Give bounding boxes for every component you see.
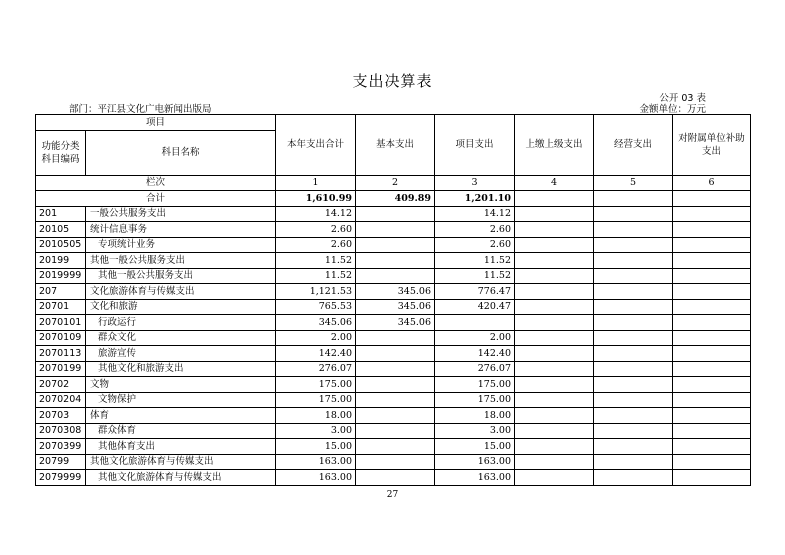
row-value <box>673 439 751 455</box>
row-value: 175.00 <box>435 377 515 393</box>
row-value: 2.60 <box>276 237 356 253</box>
table-row <box>36 346 751 362</box>
row-value: 163.00 <box>276 470 356 486</box>
row-name: 统计信息事务 <box>86 222 276 238</box>
row-value: 345.06 <box>276 315 356 331</box>
row-value <box>515 330 594 346</box>
total-row <box>36 191 751 207</box>
row-value: 163.00 <box>435 470 515 486</box>
row-value <box>515 253 594 269</box>
index-num: 5 <box>594 175 673 191</box>
row-name: 文化旅游体育与传媒支出 <box>86 284 276 300</box>
row-value <box>515 299 594 315</box>
row-code: 2070113 <box>36 346 86 362</box>
header-item: 项目 <box>36 115 276 131</box>
row-name: 群众体育 <box>86 423 276 439</box>
row-name: 其他文化和旅游支出 <box>86 361 276 377</box>
row-name: 其他一般公共服务支出 <box>86 268 276 284</box>
row-value: 765.53 <box>276 299 356 315</box>
total-label: 合计 <box>36 191 276 207</box>
table-row <box>36 454 751 470</box>
index-num: 4 <box>515 175 594 191</box>
row-value <box>594 222 673 238</box>
row-value: 14.12 <box>435 206 515 222</box>
index-num: 2 <box>356 175 435 191</box>
row-value: 18.00 <box>276 408 356 424</box>
row-value <box>515 423 594 439</box>
header-col-4: 上缴上级支出 <box>515 115 594 176</box>
row-value <box>594 268 673 284</box>
table-row <box>36 377 751 393</box>
row-value <box>356 408 435 424</box>
row-value: 11.52 <box>276 268 356 284</box>
row-value <box>594 206 673 222</box>
row-value <box>515 470 594 486</box>
row-value <box>673 268 751 284</box>
row-value: 163.00 <box>276 454 356 470</box>
header-name: 科目名称 <box>86 130 276 175</box>
total-value <box>594 191 673 207</box>
row-value <box>673 423 751 439</box>
row-value <box>673 346 751 362</box>
total-value: 1,201.10 <box>435 191 515 207</box>
row-code: 20703 <box>36 408 86 424</box>
row-value <box>594 237 673 253</box>
row-value: 2.60 <box>435 237 515 253</box>
report-title: 支出决算表 <box>352 72 433 90</box>
row-name: 其他文化旅游体育与传媒支出 <box>86 470 276 486</box>
table-row <box>36 315 751 331</box>
table-row <box>36 330 751 346</box>
index-label: 栏次 <box>36 175 276 191</box>
table-row <box>36 423 751 439</box>
row-value <box>515 454 594 470</box>
row-name: 旅游宣传 <box>86 346 276 362</box>
form-number: 公开 03 表 <box>659 93 706 104</box>
row-value: 3.00 <box>276 423 356 439</box>
expenditure-table <box>35 114 751 486</box>
row-value: 11.52 <box>435 253 515 269</box>
table-row <box>36 253 751 269</box>
row-value: 345.06 <box>356 315 435 331</box>
row-value: 345.06 <box>356 284 435 300</box>
table-row <box>36 237 751 253</box>
row-value: 776.47 <box>435 284 515 300</box>
row-value: 142.40 <box>435 346 515 362</box>
row-value <box>356 222 435 238</box>
row-value <box>673 470 751 486</box>
row-code: 2070399 <box>36 439 86 455</box>
row-name: 其他体育支出 <box>86 439 276 455</box>
page-number: 27 <box>386 490 399 500</box>
header-col-6: 对附属单位补助支出 <box>673 115 751 176</box>
row-value <box>673 253 751 269</box>
row-value <box>594 361 673 377</box>
index-num: 3 <box>435 175 515 191</box>
row-value <box>515 346 594 362</box>
row-name: 文物保护 <box>86 392 276 408</box>
table-row <box>36 470 751 486</box>
row-value: 15.00 <box>435 439 515 455</box>
row-value <box>356 470 435 486</box>
row-value: 2.60 <box>435 222 515 238</box>
row-value: 2.00 <box>276 330 356 346</box>
row-value <box>673 284 751 300</box>
row-value: 14.12 <box>276 206 356 222</box>
row-name: 其他一般公共服务支出 <box>86 253 276 269</box>
row-code: 20702 <box>36 377 86 393</box>
header-col-1: 本年支出合计 <box>276 115 356 176</box>
row-name: 文物 <box>86 377 276 393</box>
row-value <box>594 408 673 424</box>
row-name: 专项统计业务 <box>86 237 276 253</box>
row-value <box>356 268 435 284</box>
row-value <box>356 392 435 408</box>
row-value: 2.60 <box>276 222 356 238</box>
row-value <box>594 330 673 346</box>
row-code: 20105 <box>36 222 86 238</box>
row-value <box>515 377 594 393</box>
row-value <box>594 299 673 315</box>
row-value: 11.52 <box>276 253 356 269</box>
row-value: 345.06 <box>356 299 435 315</box>
row-value <box>356 439 435 455</box>
row-code: 2070204 <box>36 392 86 408</box>
index-num: 1 <box>276 175 356 191</box>
row-value: 175.00 <box>276 392 356 408</box>
row-value <box>594 454 673 470</box>
row-value: 18.00 <box>435 408 515 424</box>
table-row <box>36 408 751 424</box>
row-value: 175.00 <box>435 392 515 408</box>
row-name: 行政运行 <box>86 315 276 331</box>
row-value <box>673 237 751 253</box>
table-row <box>36 268 751 284</box>
row-code: 201 <box>36 206 86 222</box>
row-value <box>594 439 673 455</box>
row-value <box>515 408 594 424</box>
row-name: 体育 <box>86 408 276 424</box>
row-value <box>515 284 594 300</box>
row-value <box>594 470 673 486</box>
row-value <box>594 253 673 269</box>
row-value: 276.07 <box>276 361 356 377</box>
row-value <box>515 206 594 222</box>
row-value <box>673 315 751 331</box>
row-value: 1,121.53 <box>276 284 356 300</box>
row-value <box>673 299 751 315</box>
row-value: 11.52 <box>435 268 515 284</box>
table-row <box>36 206 751 222</box>
row-value <box>515 268 594 284</box>
row-value <box>594 377 673 393</box>
row-value: 163.00 <box>435 454 515 470</box>
row-value <box>594 423 673 439</box>
total-value <box>673 191 751 207</box>
header-code: 功能分类科目编码 <box>36 130 86 175</box>
row-value <box>356 346 435 362</box>
row-value <box>673 222 751 238</box>
row-value <box>673 206 751 222</box>
row-value <box>356 253 435 269</box>
row-code: 2079999 <box>36 470 86 486</box>
row-value <box>356 237 435 253</box>
row-code: 20701 <box>36 299 86 315</box>
table-row <box>36 392 751 408</box>
row-value: 2.00 <box>435 330 515 346</box>
row-code: 20799 <box>36 454 86 470</box>
row-value <box>594 346 673 362</box>
header-col-5: 经营支出 <box>594 115 673 176</box>
row-value <box>594 315 673 331</box>
row-code: 2019999 <box>36 268 86 284</box>
row-value <box>515 222 594 238</box>
row-value <box>673 330 751 346</box>
unit-label: 金额单位：万元 <box>639 104 706 115</box>
row-name: 文化和旅游 <box>86 299 276 315</box>
row-value <box>594 392 673 408</box>
row-value <box>515 392 594 408</box>
row-value <box>356 206 435 222</box>
row-value: 175.00 <box>276 377 356 393</box>
row-value: 142.40 <box>276 346 356 362</box>
row-code: 20199 <box>36 253 86 269</box>
row-value <box>673 361 751 377</box>
row-value <box>673 408 751 424</box>
row-name: 群众文化 <box>86 330 276 346</box>
total-value <box>515 191 594 207</box>
table-row <box>36 284 751 300</box>
row-value <box>356 454 435 470</box>
row-value <box>515 237 594 253</box>
row-value: 420.47 <box>435 299 515 315</box>
total-value: 409.89 <box>356 191 435 207</box>
row-code: 207 <box>36 284 86 300</box>
row-code: 2070308 <box>36 423 86 439</box>
row-value: 15.00 <box>276 439 356 455</box>
row-value <box>515 361 594 377</box>
department-label: 部门：平江县文化广电新闻出版局 <box>69 104 212 115</box>
row-code: 2010505 <box>36 237 86 253</box>
table-row <box>36 299 751 315</box>
row-value <box>356 377 435 393</box>
row-name: 其他文化旅游体育与传媒支出 <box>86 454 276 470</box>
row-value <box>515 315 594 331</box>
row-value <box>356 361 435 377</box>
table-row <box>36 439 751 455</box>
header-col-2: 基本支出 <box>356 115 435 176</box>
row-code: 2070199 <box>36 361 86 377</box>
row-value: 276.07 <box>435 361 515 377</box>
row-value <box>673 392 751 408</box>
index-num: 6 <box>673 175 751 191</box>
row-value: 3.00 <box>435 423 515 439</box>
row-name: 一般公共服务支出 <box>86 206 276 222</box>
row-code: 2070109 <box>36 330 86 346</box>
table-row <box>36 361 751 377</box>
total-value: 1,610.99 <box>276 191 356 207</box>
row-code: 2070101 <box>36 315 86 331</box>
header-col-3: 项目支出 <box>435 115 515 176</box>
row-value <box>673 454 751 470</box>
table-row <box>36 222 751 238</box>
row-value <box>594 284 673 300</box>
row-value <box>673 377 751 393</box>
row-value <box>356 423 435 439</box>
row-value <box>435 315 515 331</box>
index-row <box>36 175 751 191</box>
row-value <box>356 330 435 346</box>
header-row-top <box>36 115 751 131</box>
row-value <box>515 439 594 455</box>
